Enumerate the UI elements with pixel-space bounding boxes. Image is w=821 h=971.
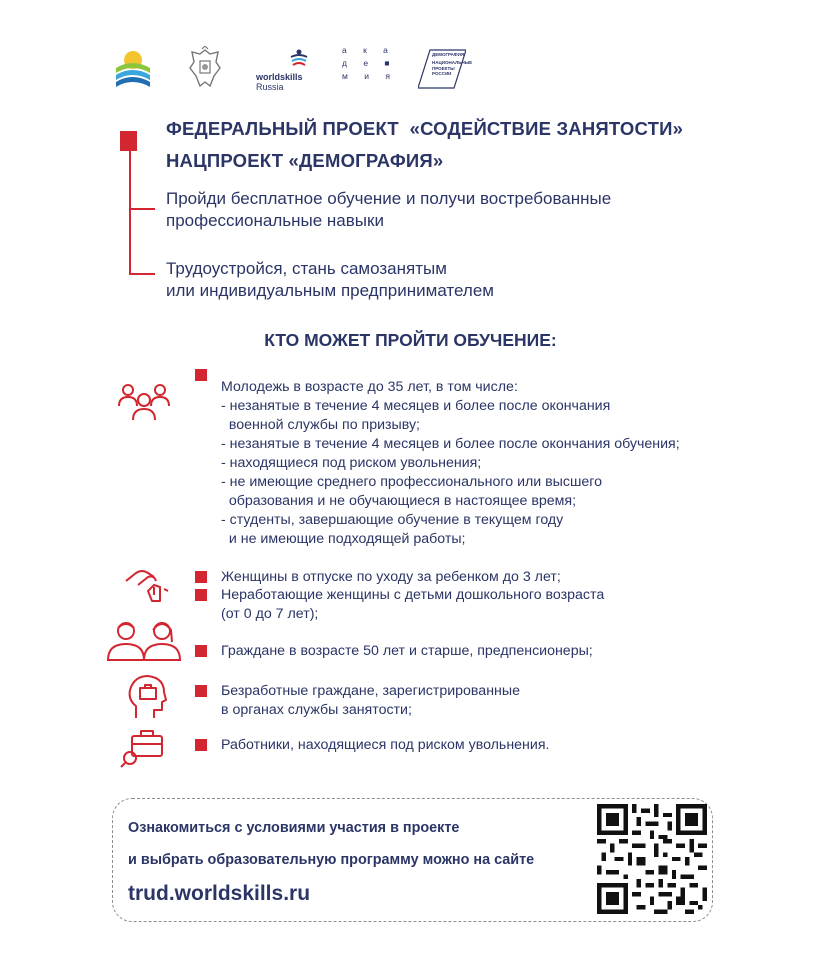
youth-group-icon xyxy=(116,380,172,424)
women-leave-text: Женщины в отпуске по уходу за ребенком до 3 лет; xyxy=(221,569,561,585)
youth-bullet xyxy=(195,369,207,381)
akademia-row-3: м и я xyxy=(342,71,397,81)
point1-line2: профессиональные навыки xyxy=(166,211,384,230)
briefcase-search-icon xyxy=(120,728,166,768)
point1-connector xyxy=(129,208,155,210)
demography-label: ДЕМОГРАФИЯ xyxy=(432,52,465,57)
point1-line1: Пройди бесплатное обучение и получи востребованные xyxy=(166,189,612,208)
youth-line: и не имеющие подходящей работы; xyxy=(221,531,466,547)
national-project-title: НАЦПРОЕКТ «ДЕМОГРАФИЯ» xyxy=(166,150,444,171)
senior-citizens-icon xyxy=(106,618,182,662)
women-unemployed-line1: Неработающие женщины с детьми дошкольного возраста xyxy=(221,587,605,603)
youth-line: военной службы по призыву; xyxy=(221,417,420,433)
workers-risk-text: Работники, находящиеся под риском увольнения. xyxy=(221,737,550,753)
akademia-row-1: а к а xyxy=(342,45,395,55)
website-link[interactable]: trud.worldskills.ru xyxy=(128,882,311,905)
point2-line1: Трудоустройся, стань самозанятым xyxy=(166,259,447,278)
coat-of-arms-logo xyxy=(188,46,222,90)
who-can-train-heading: КТО МОЖЕТ ПРОЙТИ ОБУЧЕНИЕ: xyxy=(264,330,557,350)
worldskills-text: worldskills xyxy=(256,72,303,82)
youth-line: - находящиеся под риском увольнения; xyxy=(221,455,482,471)
project-title: ФЕДЕРАЛЬНЫЙ ПРОЕКТ «СОДЕЙСТВИЕ ЗАНЯТОСТИ» xyxy=(166,118,684,139)
women-leave-bullet xyxy=(195,571,207,583)
unemployed-bullet xyxy=(195,685,207,697)
national-projects-label: НАЦИОНАЛЬНЫЕ ПРОЕКТЫ РОССИИ xyxy=(432,60,473,76)
youth-line: - незанятые в течение 4 месяцев и более после окончания xyxy=(221,398,611,414)
citizens-50-text: Граждане в возрасте 50 лет и старше, предпенсионеры; xyxy=(221,643,593,659)
worldskills-mark-icon xyxy=(288,48,310,70)
worldskills-logo xyxy=(256,48,316,92)
unemployed-line2: в органах службы занятости; xyxy=(221,702,412,718)
akademia-row-2: д е ■ xyxy=(342,58,397,68)
unemployed-line1: Безработные граждане, зарегистрированные xyxy=(221,683,520,699)
youth-line: Молодежь в возрасте до 35 лет, в том числе: xyxy=(221,379,518,395)
qr-code-icon[interactable] xyxy=(597,804,707,914)
point2-line2: или индивидуальным предпринимателем xyxy=(166,281,494,300)
footer-line1: Ознакомиться с условиями участия в проекте xyxy=(128,820,460,836)
workers-risk-bullet xyxy=(195,739,207,751)
job-seeker-icon xyxy=(126,674,168,720)
women-unemployed-bullet xyxy=(195,589,207,601)
footer-line2: и выбрать образовательную программу можно на сайте xyxy=(128,852,535,868)
caring-hands-icon xyxy=(124,565,170,605)
youth-line: образования и не обучающиеся в настоящее время; xyxy=(221,493,577,509)
youth-line: - незанятые в течение 4 месяцев и более после окончания обучения; xyxy=(221,436,680,452)
citizens-50-bullet xyxy=(195,645,207,657)
akademia-logo xyxy=(342,44,398,90)
title-red-square xyxy=(120,131,137,151)
regional-logo xyxy=(114,48,152,90)
title-connector-line xyxy=(129,151,131,275)
worldskills-country: Russia xyxy=(256,82,284,92)
youth-line: - не имеющие среднего профессионального или высшего xyxy=(221,474,603,490)
youth-line: - студенты, завершающие обучение в текущем году xyxy=(221,512,564,528)
point2-connector xyxy=(129,273,155,275)
demography-logo xyxy=(418,48,473,90)
women-unemployed-line2: (от 0 до 7 лет); xyxy=(221,606,319,622)
youth-list xyxy=(221,378,680,549)
